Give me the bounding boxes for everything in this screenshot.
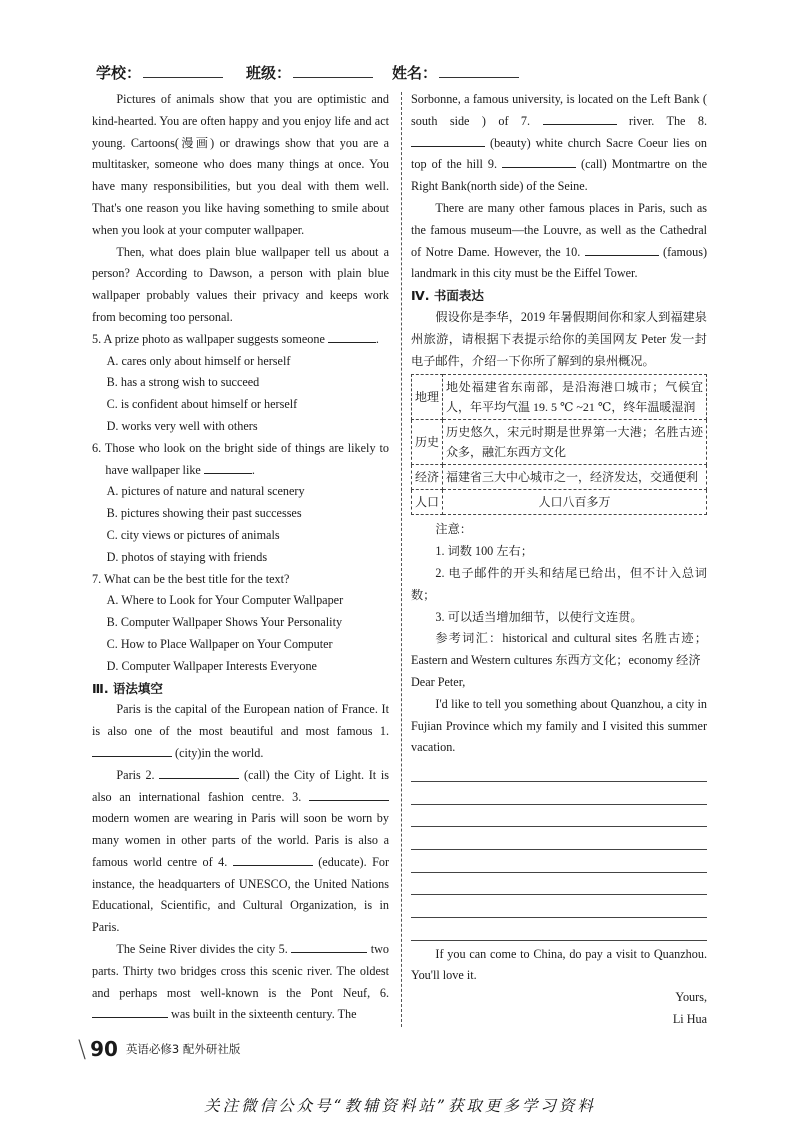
q6-blank[interactable]: [204, 460, 252, 474]
writing-line[interactable]: [411, 873, 707, 896]
grammar-paragraph-2: Paris 2. (call) the City of Light. It is also an international fashion centre. 3. modern women are wearing in Paris will soon be worn by many women in other parts of the world. Paris is also a famous world centre of 4. (educate). For instance, the headquarters of UNESCO, the United Nations Educational, Scientific, and Cultural Organization, is in Paris.: [92, 765, 389, 939]
table-value: 地处福建省东南部，是沿海港口城市；气候宜人，年平均气温 19. 5 ℃ ~21 ℃，终年温暖湿润: [443, 375, 707, 420]
question-7: 7. What can be the best title for the text?: [92, 571, 290, 586]
book-title: 英语必修3 配外研社版: [125, 1042, 241, 1056]
writing-line[interactable]: [411, 782, 707, 805]
name-field[interactable]: [392, 62, 519, 83]
blank-8[interactable]: [411, 133, 485, 147]
q5-option-a[interactable]: A. cares only about himself or herself: [106, 353, 291, 368]
table-row: [412, 420, 707, 465]
table-key: 地理: [412, 375, 443, 420]
q7-option-a[interactable]: A. Where to Look for Your Computer Wallpaper: [106, 593, 344, 608]
grammar-paragraph-3-cont: Sorbonne, a famous university, is located on the Left Bank ( south side ) of 7. river. The 8. (beauty) white church Sacre Coeur lies on top of the hill 9. (call) Montmartre on the Right Bank(north side) of the Seine.: [411, 92, 708, 194]
blank-1[interactable]: [92, 743, 172, 757]
q7-option-b[interactable]: B. Computer Wallpaper Shows Your Personality: [106, 615, 343, 630]
vocabulary: 参考词汇：historical and cultural sites 名胜古迹；Eastern and Western cultures 东西方文化；economy 经济: [411, 631, 707, 668]
table-row: [412, 490, 707, 515]
notes-title: 注意：: [435, 522, 472, 537]
left-column: [92, 89, 389, 1026]
writing-line[interactable]: [411, 759, 707, 782]
q7-option-c[interactable]: C. How to Place Wallpaper on Your Computer: [106, 636, 333, 651]
question-6: 6. Those who look on the bright side of things are likely to have wallpaper like .: [92, 440, 389, 477]
name-label: 姓名：: [392, 64, 438, 82]
blank-4[interactable]: [233, 852, 313, 866]
writing-lines[interactable]: [411, 759, 707, 941]
page-number: 90: [90, 1037, 118, 1061]
reading-paragraph-1: Pictures of animals show that you are optimistic and kind-hearted. You are often happy and you enjoy life and act young. Cartoons(漫画) or drawings show that you are a multitasker, someone who does many things at once. You have many responsibilities, but you deal with them well. That's one reason you like having something to smile about when you look at your computer wallpaper.: [92, 92, 389, 237]
table-key: 经济: [412, 465, 443, 490]
grammar-paragraph-1: Paris is the capital of the European nation of France. It is also one of the most beautiful and most famous 1. (city)in the world.: [92, 702, 389, 760]
name-blank[interactable]: [439, 62, 519, 78]
table-value: 历史悠久，宋元时期是世界第一大港；名胜古迹众多，融汇东西方文化: [443, 420, 707, 465]
q5-blank[interactable]: [328, 329, 376, 343]
email-opening: I'd like to tell you something about Quanzhou, a city in Fujian Province which my family and I visited this summer vacation.: [411, 696, 707, 755]
email-sign-off: Yours,: [675, 990, 707, 1005]
student-info-header: [96, 62, 716, 84]
q5-option-c[interactable]: C. is confident about himself or herself: [106, 397, 298, 412]
section-3-heading: Ⅲ. 语法填空: [92, 680, 163, 696]
page-footer: [78, 1034, 240, 1064]
blank-10[interactable]: [585, 242, 659, 256]
email-greeting: Dear Peter,: [411, 674, 466, 689]
table-value: 福建省三大中心城市之一，经济发达，交通便利: [443, 465, 707, 490]
blank-5[interactable]: [291, 939, 367, 953]
writing-line[interactable]: [411, 895, 707, 918]
q6-option-d[interactable]: D. photos of staying with friends: [106, 549, 268, 564]
table-row: [412, 375, 707, 420]
class-field[interactable]: [246, 62, 373, 83]
school-label: 学校：: [96, 64, 142, 82]
bottom-promo-note: 关注微信公众号“教辅资料站”获取更多学习资料: [204, 1097, 596, 1115]
quanzhou-info-table: [411, 374, 707, 515]
table-key: 人口: [412, 490, 443, 515]
q6-option-b[interactable]: B. pictures showing their past successes: [106, 506, 302, 521]
blank-7[interactable]: [543, 111, 617, 125]
question-5: 5. A prize photo as wallpaper suggests someone .: [92, 329, 389, 351]
table-key: 历史: [412, 420, 443, 465]
q5-option-d[interactable]: D. works very well with others: [106, 418, 258, 433]
q6-option-c[interactable]: C. city views or pictures of animals: [106, 527, 280, 542]
writing-task: 假设你是李华，2019 年暑假期间你和家人到福建泉州旅游，请根据下表提示给你的美国网友 Peter 发一封电子邮件，介绍一下你所了解到的泉州概况。: [411, 309, 707, 368]
blank-9[interactable]: [502, 154, 576, 168]
q7-option-d[interactable]: D. Computer Wallpaper Interests Everyone: [106, 658, 317, 673]
column-divider: [401, 92, 402, 1027]
q5-option-b[interactable]: B. has a strong wish to succeed: [106, 375, 260, 390]
blank-6[interactable]: [92, 1004, 168, 1018]
writing-line[interactable]: [411, 918, 707, 941]
grammar-paragraph-3: The Seine River divides the city 5. two parts. Thirty two bridges cross this scenic river. The oldest and perhaps most well-known is the Pont Neuf, 6. was built in the sixteenth century. The: [92, 939, 389, 1026]
note-1: 1. 词数 100 左右；: [435, 544, 533, 559]
q6-option-a[interactable]: A. pictures of nature and natural scenery: [106, 484, 305, 499]
grammar-paragraph-4: There are many other famous places in Paris, such as the famous museum—the Louvre, as well as the Cathedral of Notre Dame. However, the 10. (famous) landmark in this city must be the Eiffel Tower.: [411, 200, 708, 281]
writing-line[interactable]: [411, 850, 707, 873]
table-row: [412, 465, 707, 490]
table-value: 人口八百多万: [443, 490, 707, 515]
writing-line[interactable]: [411, 805, 707, 828]
school-field[interactable]: [96, 62, 223, 83]
email-signature: Li Hua: [672, 1012, 707, 1027]
right-column: [411, 89, 707, 1031]
writing-line[interactable]: [411, 827, 707, 850]
note-2: 2. 电子邮件的开头和结尾已给出，但不计入总词数；: [411, 565, 707, 602]
email-closing: If you can come to China, do pay a visit to Quanzhou. You'll love it.: [411, 946, 707, 983]
blank-3[interactable]: [309, 787, 389, 801]
blank-2[interactable]: [159, 765, 239, 779]
school-blank[interactable]: [143, 62, 223, 78]
class-blank[interactable]: [293, 62, 373, 78]
section-4-heading: Ⅳ. 书面表达: [411, 288, 484, 304]
reading-paragraph-2: Then, what does plain blue wallpaper tell us about a person? According to Dawson, a person with plain blue wallpaper probably values their privacy and keeps work from becoming too personal.: [92, 244, 389, 324]
note-3: 3. 可以适当增加细节，以使行文连贯。: [435, 609, 643, 624]
class-label: 班级：: [246, 64, 292, 82]
footer-slash-icon: \: [78, 1035, 87, 1063]
